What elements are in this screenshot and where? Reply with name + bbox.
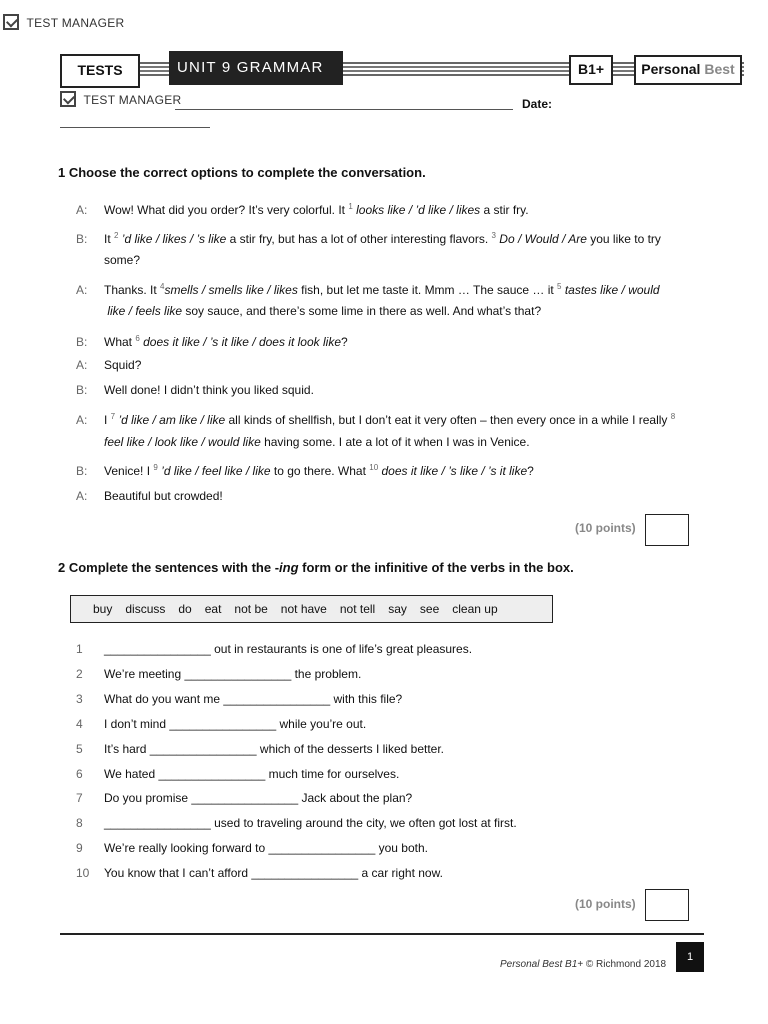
name-field-line[interactable] xyxy=(175,108,513,110)
line-text: fish, but let me taste it. Mmm … The sauce … it xyxy=(297,283,558,297)
line-text: I xyxy=(104,413,111,427)
conversation-line xyxy=(76,199,529,218)
item-number: 4 xyxy=(76,716,83,731)
line-text: a stir fry, but has a lot of other interesting flavors. xyxy=(226,232,492,246)
sentence-item xyxy=(76,790,412,806)
word-option: not have xyxy=(280,602,327,616)
sentence-text[interactable]: ________________ out in restaurants is one of life’s great pleasures. xyxy=(104,642,473,656)
item-number: 1 xyxy=(76,642,83,656)
line-text: a stir fry. xyxy=(480,203,529,217)
sentence-item xyxy=(76,716,366,732)
page-number: 1 xyxy=(676,942,704,972)
tests-label: TESTS xyxy=(60,54,140,88)
line-text: Venice! I xyxy=(104,464,154,478)
speaker-label: A: xyxy=(76,358,88,372)
line-text: It xyxy=(104,232,115,246)
sentence-text[interactable]: We hated ________________ much time for ourselves. xyxy=(104,766,400,781)
section1-score-box[interactable] xyxy=(645,514,689,546)
level-badge: B1+ xyxy=(569,55,613,85)
date-label: Date: xyxy=(522,97,553,111)
answer-options[interactable]: ’d like / am like / like xyxy=(115,413,226,427)
item-number: 9 xyxy=(76,841,83,856)
conversation-line xyxy=(76,434,530,450)
sentence-item xyxy=(76,691,402,707)
gap-number: 10 xyxy=(369,463,379,472)
speaker-label: B: xyxy=(76,383,88,397)
checkmark-logo-icon xyxy=(3,14,19,30)
gap-number: 7 xyxy=(110,412,116,421)
speaker-label: B: xyxy=(76,335,88,349)
answer-options[interactable]: ’d like / likes / ’s like xyxy=(118,232,227,246)
gap-number: 3 xyxy=(491,231,496,240)
section2-title-ing: ing xyxy=(279,560,299,575)
answer-options[interactable]: looks like / ’d like / likes xyxy=(352,203,481,217)
sentence-item xyxy=(76,766,399,782)
section2-score-box[interactable] xyxy=(645,889,689,921)
word-option: eat xyxy=(204,602,222,616)
line-text: some? xyxy=(104,253,141,267)
conversation-line xyxy=(76,303,541,319)
brand-logo xyxy=(3,14,125,35)
word-box xyxy=(70,595,553,623)
speaker-label: A: xyxy=(76,283,88,297)
gap-number: 9 xyxy=(153,463,158,472)
line-text: ? xyxy=(527,464,534,478)
sentence-text[interactable]: It’s hard ________________ which of the desserts I liked better. xyxy=(104,741,445,756)
gap-number: 5 xyxy=(557,282,562,291)
item-number: 5 xyxy=(76,741,83,756)
line-text: Well done! I didn’t think you liked squid. xyxy=(104,383,314,397)
item-number: 10 xyxy=(76,866,90,881)
footer-rule xyxy=(60,933,704,935)
answer-options[interactable]: does it like / ’s like / ’s it like xyxy=(378,464,528,478)
word-option: say xyxy=(388,602,407,616)
sentence-item xyxy=(76,840,428,856)
brand-text: TEST MANAGER xyxy=(26,16,125,30)
conversation-line xyxy=(76,279,660,298)
name-row xyxy=(60,91,182,112)
sentence-text[interactable]: What do you want me ________________ with this file? xyxy=(104,691,403,706)
gap-number: 6 xyxy=(135,334,140,343)
footer-book: Personal Best B1+ xyxy=(500,959,584,970)
book-name-best: Best xyxy=(704,61,735,77)
line-text: Wow! What did you order? It’s very colorful. It xyxy=(104,203,349,217)
sentence-text[interactable]: I don’t mind ________________ while you’re out. xyxy=(104,716,367,731)
line-text: Thanks. It xyxy=(104,283,161,297)
speaker-label: A: xyxy=(76,203,88,217)
gap-number: 1 xyxy=(348,202,353,211)
section1-points: (10 points) xyxy=(575,521,636,535)
conversation-line xyxy=(76,409,675,428)
answer-options[interactable]: like / feels like xyxy=(104,304,183,318)
sentence-text[interactable]: ________________ used to traveling around the city, we often got lost at first. xyxy=(104,816,517,831)
answer-options[interactable]: tastes like / would xyxy=(561,283,660,297)
footer-copyright xyxy=(500,959,666,970)
conversation-line xyxy=(76,331,348,350)
answer-options[interactable]: Do / Would / Are xyxy=(495,232,587,246)
speaker-label: A: xyxy=(76,413,88,427)
word-option: not be xyxy=(234,602,268,616)
speaker-label: B: xyxy=(76,464,88,478)
item-number: 2 xyxy=(76,666,83,681)
conversation-line xyxy=(76,357,141,373)
answer-options[interactable]: feel like / look like / would like xyxy=(104,435,261,449)
section2-points: (10 points) xyxy=(575,897,636,911)
unit-title: UNIT 9 GRAMMAR xyxy=(169,51,343,85)
conversation-line xyxy=(76,252,140,268)
sentence-text[interactable]: We’re really looking forward to ________________ you both. xyxy=(104,841,428,856)
section2-title-pre: 2 Complete the sentences with the - xyxy=(58,560,280,575)
line-text: you like to try xyxy=(586,232,661,246)
word-option: see xyxy=(419,602,440,616)
item-number: 7 xyxy=(76,791,83,806)
book-name-personal: Personal xyxy=(641,61,701,77)
line-text: Squid? xyxy=(104,358,142,372)
answer-options[interactable]: smells / smells like / likes xyxy=(164,283,298,297)
word-option: do xyxy=(178,602,192,616)
brand-text-small: TEST MANAGER xyxy=(83,93,182,107)
word-option: buy xyxy=(93,602,113,616)
conversation-line xyxy=(76,488,223,504)
line-text: Beautiful but crowded! xyxy=(104,489,223,503)
section1-title: 1 Choose the correct options to complete the conversation. xyxy=(58,165,426,180)
section2-title xyxy=(58,560,574,575)
word-option: not tell xyxy=(339,602,376,616)
section2-title-post: form or the infinitive of the verbs in the box. xyxy=(298,560,574,575)
item-number: 3 xyxy=(76,691,83,706)
conversation-line xyxy=(76,228,661,247)
checkmark-logo-icon xyxy=(60,91,76,107)
sentence-item xyxy=(76,865,443,881)
line-text: all kinds of shellfish, but I don’t eat it very often – then every once in a while I really xyxy=(225,413,671,427)
gap-number: 2 xyxy=(114,231,119,240)
line-text: soy sauce, and there’s some lime in there as well. And what’s that? xyxy=(182,304,542,318)
answer-options[interactable]: ’d like / feel like / like xyxy=(157,464,271,478)
item-number: 6 xyxy=(76,766,83,781)
date-field-line[interactable] xyxy=(60,126,210,128)
speaker-label: A: xyxy=(76,489,88,503)
sentence-item xyxy=(76,641,472,657)
item-number: 8 xyxy=(76,816,83,831)
conversation-line xyxy=(76,382,314,398)
sentence-text[interactable]: You know that I can’t afford ________________ a car right now. xyxy=(104,866,443,881)
sentence-text[interactable]: We’re meeting ________________ the problem. xyxy=(104,666,362,681)
word-option: discuss xyxy=(125,602,166,616)
line-text: What xyxy=(104,335,136,349)
line-text: having some. I ate a lot of it when I was in Venice. xyxy=(260,435,530,449)
line-text: ? xyxy=(341,335,348,349)
sentence-item xyxy=(76,666,361,682)
line-text: to go there. What xyxy=(270,464,370,478)
answer-options[interactable]: does it like / ’s it like / does it look like xyxy=(139,335,341,349)
sentence-item xyxy=(76,815,517,831)
footer-richmond: © Richmond 2018 xyxy=(583,959,667,970)
word-option: clean up xyxy=(452,602,498,616)
speaker-label: B: xyxy=(76,232,88,246)
book-logo xyxy=(634,55,742,85)
sentence-text[interactable]: Do you promise ________________ Jack about the plan? xyxy=(104,791,413,806)
gap-number: 4 xyxy=(160,282,165,291)
gap-number: 8 xyxy=(670,412,676,421)
conversation-line xyxy=(76,460,534,479)
sentence-item xyxy=(76,741,444,757)
